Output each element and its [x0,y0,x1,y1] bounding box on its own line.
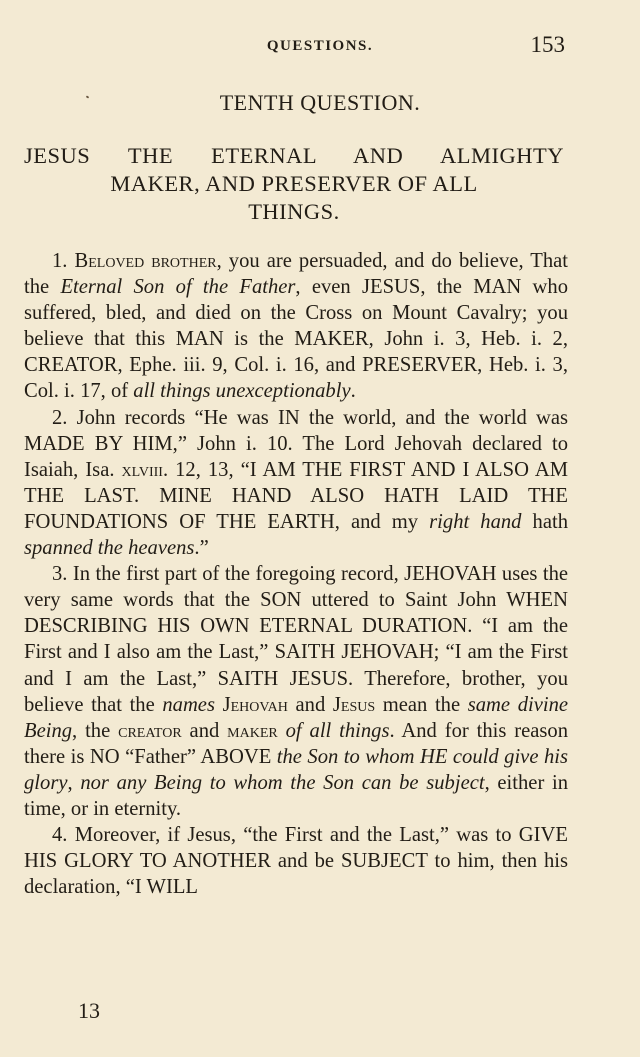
italic-text: right hand [429,510,522,533]
text-run [215,694,223,716]
body-text [24,248,568,900]
text-run: . 12, 13, “I AM THE FIRST AND I ALSO AM THE LAST. MINE HAND ALSO HATH LAID THE FOUNDATIONS OF THE EARTH, and my [24,458,568,533]
italic-text: the Son to whom HE could give his glory [24,745,568,794]
small-caps-text: creator [118,719,182,742]
text-run: , either in time, or in eternity. [24,771,568,820]
italic-text: of all things [285,719,390,742]
text-run [278,720,286,742]
italic-text: names [162,693,215,716]
paragraph [24,561,568,822]
page-number: 153 [530,32,565,57]
text-run: , you are persuaded, and do believe, That the [24,250,568,299]
running-head-title: QUESTIONS. [266,38,374,54]
text-run: , the [72,719,119,742]
question-heading: TENTH QUESTION. [219,90,421,115]
text-run: and [181,719,228,742]
paragraph-number: 2. [52,406,68,429]
text-run: Moreover, if Jesus, “the First and the Last,” was to GIVE HIS GLORY TO ANOTHER and be SUBJECT to him, then his declaration, “I WILL [24,824,568,899]
paragraph [24,822,568,900]
text-run: . [350,380,356,403]
italic-text: spanned the heavens [24,537,195,560]
signature-mark: 13 [78,998,100,1023]
chapter-title-line-3: THINGS. [248,199,340,224]
text-run: In the first part of the foregoing record, JEHOVAH uses the very same words that the SON uttered to Saint John WHEN DESCRIBING HIS OWN ETERNAL DURATION. “I am the First and I also am the Last,” SAITH JEHOVAH; “I am the First and I am the Last,” SAITH JESUS. Therefore, brother, you believe that the [24,563,569,716]
paragraph-number: 1. [52,250,68,272]
small-caps-text: Jesus [332,693,376,716]
running-head [0,34,640,58]
chapter-title-line-1: JESUS THE ETERNAL AND ALMIGHTY [24,143,564,168]
small-caps-text: maker [227,719,278,742]
text-run: hath [521,510,569,533]
text-run: . And for this reason there is NO “Father” ABOVE [24,719,569,768]
italic-text: same divine Being [24,693,569,742]
text-run: , [67,771,81,794]
small-caps-text: Beloved brother [74,250,217,272]
paragraph-number: 4. [52,824,68,847]
text-run: , even JESUS, the MAN who suffered, bled, and died on the Cross on Mount Cavalry; you believe that this MAN is the MAKER, John i. 3, Heb. i. 2, CREATOR, Ephe. iii. 9, Col. i. 16, and PRESERVER, Heb. i. 3, Col. i. 17, of [24,276,569,403]
chapter-title-line-2: MAKER, AND PRESERVER OF ALL [110,171,478,196]
chapter-title [24,142,564,226]
paragraph-number: 3. [52,563,68,586]
paragraph [24,405,568,562]
text-run: .” [194,537,209,560]
italic-text: all things unexceptionably [133,380,351,403]
text-run: and [287,693,333,716]
text-run: John records “He was IN the world, and the world was MADE BY HIM,” John i. 10. The Lord Jehovah declared to Isaiah, Isa. [24,406,568,481]
text-run: mean the [375,693,468,716]
italic-text: nor any Being to whom the Son can be subject [80,771,485,794]
small-caps-text: Jehovah [222,693,288,716]
paragraph [24,248,568,405]
italic-text: Eternal Son of the Father [60,276,296,299]
small-caps-text: xlviii [121,458,163,481]
